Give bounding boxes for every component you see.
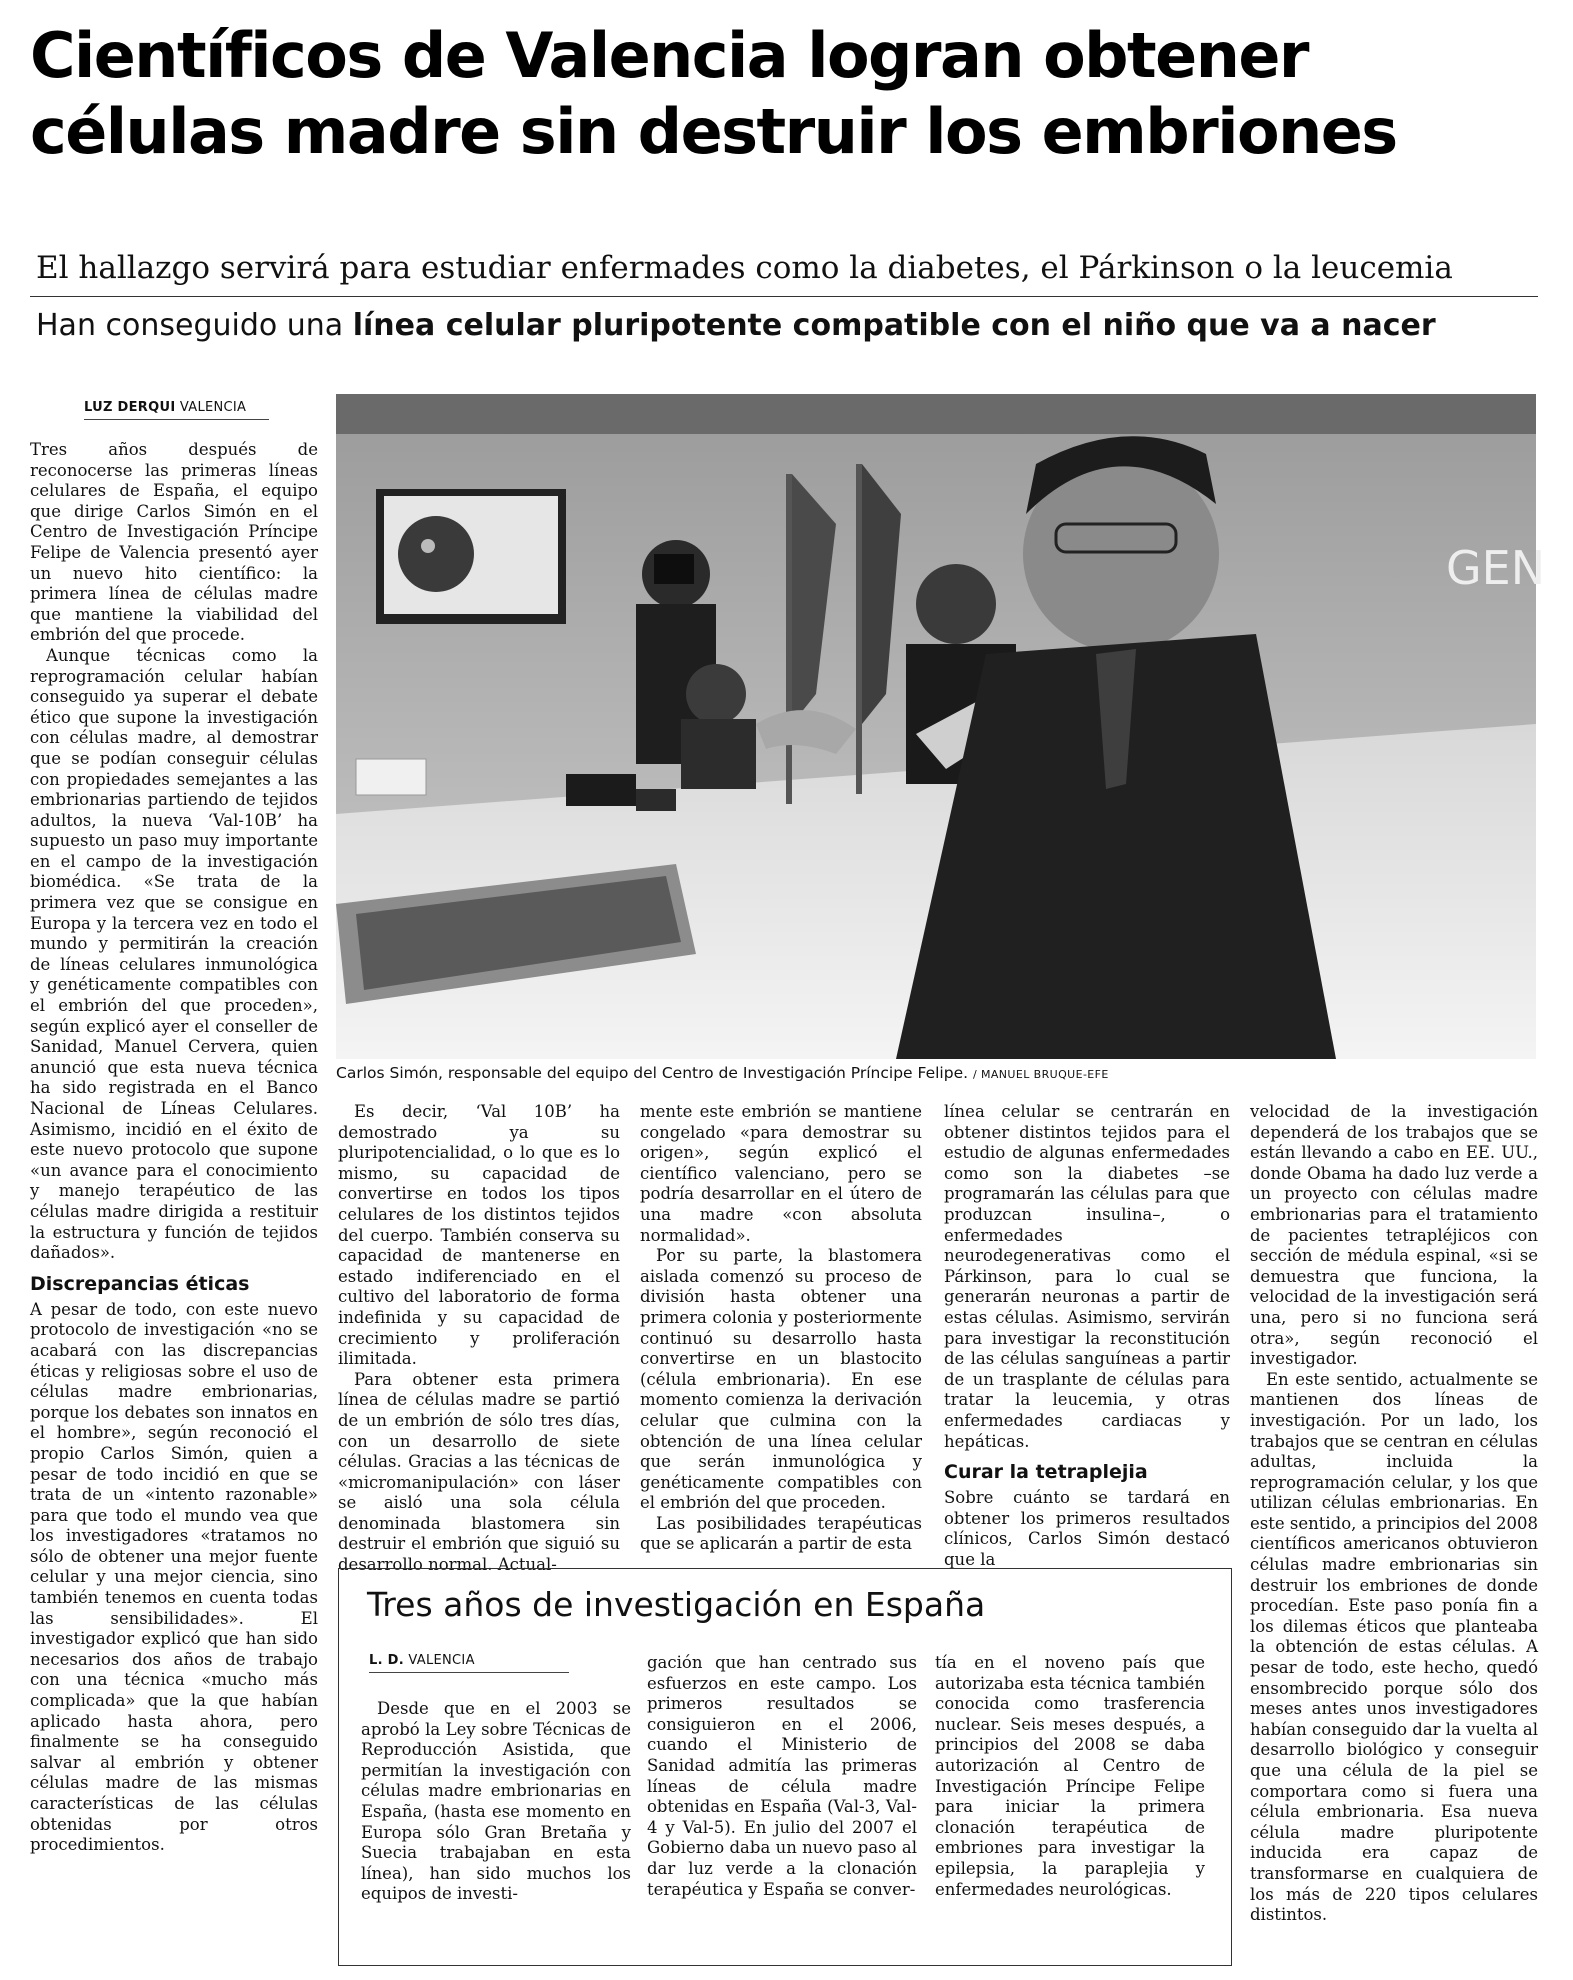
subheadline-1: El hallazgo servirá para estudiar enfermades como la diabetes, el Párkinson o la leucemia	[36, 250, 1453, 286]
paragraph: tía en el noveno país que autorizaba esta técnica también conocida como trasferencia nuclear. Seis meses después, a principios del 2008 se daba autorización al Centro de Investigación Príncipe Felipe para iniciar la primera clonación terapéutica de embriones para investigar la epilepsia, la paraplejia y enfermedades neurológicas.	[935, 1653, 1205, 1899]
paragraph: línea celular se centrarán en obtener distintos tejidos para el estudio de algunas enfermedades como son la diabetes –se programarán las células para que produzcan insulina–, o enfermedades neurodegenerativas como el Párkinson, para lo cual se generarán neuronas a partir de estas células. Asimismo, servirán para investigar la reconstitución de las células sanguíneas a partir de un trasplante de células para tratar la leucemia, y otras enfermedades cardiacas y hepáticas.	[944, 1102, 1230, 1451]
paragraph: mente este embrión se mantiene congelado «para demostrar su origen», según explicó el científico valenciano, pero se podría desarrollar en el útero de una madre «con absoluta normalidad».	[640, 1102, 922, 1245]
subheadline-2	[36, 306, 1536, 346]
subheadline-2-lead: Han conseguido una	[36, 308, 344, 343]
sidebar-box	[338, 1568, 1232, 1966]
byline-place: VALENCIA	[179, 400, 247, 415]
paragraph: velocidad de la investigación dependerá de los trabajos que se están llevando a cabo en EE. UU., donde Obama ha dado luz verde a un proyecto con células madre embrionarias para el tratamiento de pacientes tetrapléjicos con sección de médula espinal, «si se demuestra que funciona, la velocidad de la investigación será una, pero si no funciona será otra», según reconoció el investigador.	[1250, 1102, 1538, 1369]
photo-credit: / MANUEL BRUQUE-EFE	[972, 1068, 1109, 1081]
byline-author: LUZ DERQUI	[84, 400, 176, 415]
sidebar-byline	[369, 1653, 569, 1673]
article-column-4	[944, 1102, 1230, 1569]
photo-sign-text: GEN	[1446, 541, 1546, 595]
sidebar-byline-author: L. D.	[369, 1653, 404, 1668]
article-column-5	[1250, 1102, 1538, 1962]
paragraph: A pesar de todo, con este nuevo protocolo de investigación «no se acabará con las discrepancias éticas y religiosas sobre el uso de células madre embrionarias, porque los debates son innatos en el hombre», según reconoció el propio Carlos Simón, quien a pesar de todo incidió en que se trata de un «intento razonable» para que todo el mundo vea que los investigadores «tratamos no sólo de obtener una mejor fuente celular y una mejor ciencia, sino también tenemos en cuenta todas las sensibilidades». El investigador explicó que han sido necesarios dos años de trabajo con una técnica «mucho más complicada» que la que habían aplicado hasta ahora, pero finalmente se ha conseguido salvar al embrión y obtener células madre de las mismas características de las células obtenidas por otros procedimientos.	[30, 1299, 318, 1855]
section-heading: Discrepancias éticas	[30, 1272, 250, 1295]
photo-caption	[336, 1064, 1536, 1082]
caption-text: Carlos Simón, responsable del equipo del Centro de Investigación Príncipe Felipe.	[336, 1064, 969, 1082]
sidebar-title: Tres años de investigación en España	[367, 1585, 986, 1624]
article-column-3	[640, 1102, 922, 1562]
sidebar-column-2	[647, 1653, 917, 1949]
paragraph: Es decir, ‘Val 10B’ ha demostrado ya su pluripotencialidad, o lo que es lo mismo, su capacidad de convertirse en todos los tipos celulares de los distintos tejidos del cuerpo. También conserva su capacidad de mantenerse en estado indiferenciado en el cultivo del laboratorio de forma indefinida y su capacidad de crecimiento y proliferación ilimitada.	[338, 1102, 620, 1369]
divider	[30, 296, 1538, 297]
article-column-2	[338, 1102, 620, 1575]
sidebar-column-3	[935, 1653, 1205, 1949]
article-column-1	[30, 440, 318, 1960]
subheadline-2-bold: línea celular pluripotente compatible con el niño que va a nacer	[352, 308, 1436, 343]
headline: Científicos de Valencia logran obtener células madre sin destruir los embriones	[30, 19, 1397, 168]
photo-illustration	[336, 394, 1546, 1059]
paragraph: gación que han centrado sus esfuerzos en este campo. Los primeros resultados se consiguieron en el 2006, cuando el Ministerio de Sanidad admitía las primeras líneas de célula madre obtenidas en España (Val-3, Val-4 y Val-5). En julio del 2007 el Gobierno daba un nuevo paso al dar luz verde a la clonación terapéutica y España se conver-	[647, 1653, 917, 1899]
sidebar-column-1	[361, 1699, 631, 1949]
paragraph: Sobre cuánto se tardará en obtener los primeros resultados clínicos, Carlos Simón destacó que la	[944, 1488, 1230, 1569]
byline	[84, 400, 269, 420]
paragraph: Desde que en el 2003 se aprobó la Ley sobre Técnicas de Reproducción Asistida, que permitían la investigación con células madre embrionarias en España, (hasta ese momento en Europa sólo Gran Bretaña y Suecia trabajaban en esta línea), han sido muchos los equipos de investi-	[361, 1699, 631, 1904]
news-photo	[336, 394, 1546, 1059]
paragraph: Para obtener esta primera línea de células madre se partió de un embrión de sólo tres días, con un desarrollo de siete células. Gracias a las técnicas de «micromanipulación» con láser se aisló una sola célula denominada blastomera sin destruir el embrión que siguió su desarrollo normal. Actual-	[338, 1369, 620, 1575]
paragraph: Por su parte, la blastomera aislada comenzó su proceso de división hasta obtener una primera colonia y posteriormente continuó su desarrollo hasta convertirse en un blastocito (célula embrionaria). En ese momento comienza la derivación celular que culmina con la obtención de una línea celular que serán inmunológica y genéticamente compatibles con el embrión del que proceden.	[640, 1246, 922, 1513]
paragraph: En este sentido, actualmente se mantienen dos líneas de investigación. Por un lado, los trabajos que se centran en células adultas, incluida la reprogramación celular, y los que utilizan células embrionarias. En este sentido, a principios del 2008 científicos americanos obtuvieron células madre embrionarias sin destruir los embriones de donde procedían. Este paso ponía fin a los dilemas éticos que planteaba la obtención de estas células. A pesar de todo, este hecho, quedó ensombrecido porque sólo dos meses antes unos investigadores habían conseguido dar la vuelta al desarrollo biológico y conseguir que una célula de la piel se comportara como si fuera una célula embrionaria. Esa nueva célula madre pluripotente inducida era capaz de transformarse en cualquiera de los más de 220 tipos celulares distintos.	[1250, 1369, 1538, 1925]
paragraph: Aunque técnicas como la reprogramación celular habían conseguido ya superar el debate ético que supone la investigación con células madre, al demostrar que se podían conseguir células con propiedades semejantes a las embrionarias partiendo de tejidos adultos, la nueva ‘Val-10B’ ha supuesto un paso muy importante en el campo de la investigación biomédica. «Se trata de la primera vez que se consigue en Europa y la tercera vez en todo el mundo y permitirán la creación de líneas celulares inmunológica y genéticamente compatibles con el embrión del que proceden», según explicó ayer el conseller de Sanidad, Manuel Cervera, quien anunció que esta nueva técnica ha sido registrada en el Banco Nacional de Líneas Celulares. Asimismo, incidió en el éxito de este nuevo protocolo que supone «un avance para el conocimiento y manejo terapéutico de las células madre dirigida a restituir la estructura y función de tejidos dañados».	[30, 645, 318, 1263]
sidebar-byline-place: VALENCIA	[408, 1653, 475, 1668]
paragraph: Las posibilidades terapéuticas que se aplicarán a partir de esta	[640, 1513, 922, 1554]
section-heading: Curar la tetraplejia	[944, 1461, 1148, 1484]
paragraph: Tres años después de reconocerse las primeras líneas celulares de España, el equipo que dirige Carlos Simón en el Centro de Investigación Príncipe Felipe de Valencia presentó ayer un nuevo hito científico: la primera línea de células madre que mantiene la viabilidad del embrión del que procede.	[30, 440, 318, 645]
